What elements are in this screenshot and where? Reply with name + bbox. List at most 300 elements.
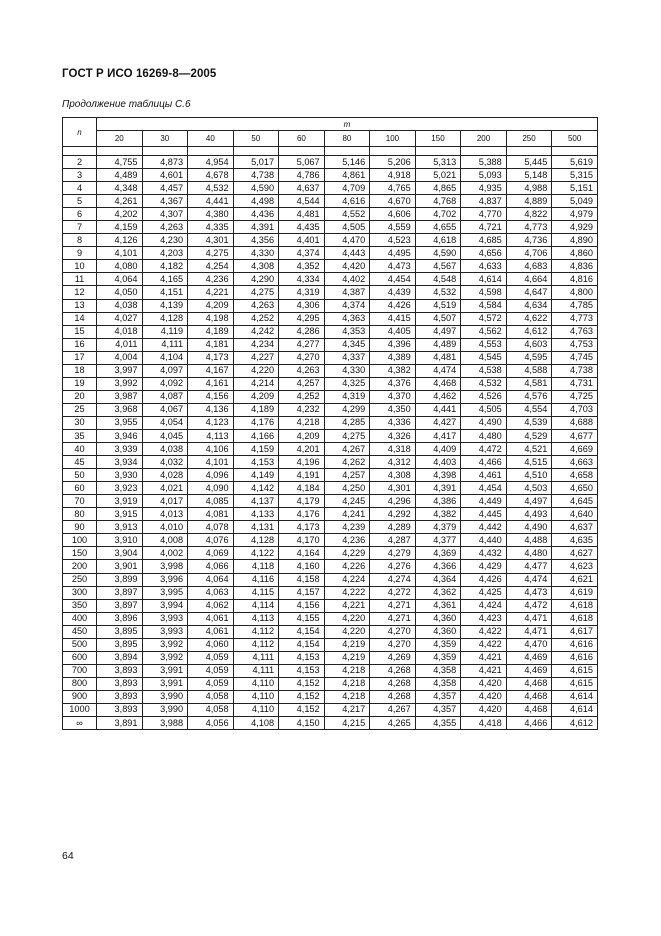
value-cell: 4,361 bbox=[415, 599, 461, 612]
value-cell: 3,899 bbox=[97, 573, 143, 586]
value-cell: 4,709 bbox=[324, 182, 370, 195]
value-cell: 4,181 bbox=[188, 338, 234, 351]
value-cell: 4,113 bbox=[188, 429, 234, 442]
value-cell: 4,218 bbox=[324, 690, 370, 703]
value-cell: 4,045 bbox=[142, 429, 188, 442]
value-cell: 4,523 bbox=[370, 234, 416, 247]
row-n-cell: 7 bbox=[63, 221, 97, 234]
value-cell: 4,391 bbox=[233, 221, 279, 234]
value-cell: 4,635 bbox=[552, 534, 598, 547]
row-variable-header: n bbox=[63, 118, 97, 147]
value-cell: 4,441 bbox=[188, 195, 234, 208]
table-row bbox=[63, 664, 598, 677]
value-cell: 4,816 bbox=[552, 273, 598, 286]
value-cell: 4,230 bbox=[142, 234, 188, 247]
value-cell: 3,893 bbox=[97, 703, 143, 716]
value-cell: 4,292 bbox=[370, 508, 416, 521]
value-cell: 4,286 bbox=[279, 325, 325, 338]
table-row bbox=[63, 416, 598, 429]
row-n-cell: 800 bbox=[63, 677, 97, 690]
row-n-cell: 2 bbox=[63, 156, 97, 169]
value-cell: 4,738 bbox=[233, 169, 279, 182]
table-row bbox=[63, 612, 598, 625]
value-cell: 3,913 bbox=[97, 521, 143, 534]
value-cell: 4,468 bbox=[506, 690, 552, 703]
value-cell: 4,532 bbox=[415, 286, 461, 299]
value-cell: 4,307 bbox=[142, 208, 188, 221]
table-row bbox=[63, 651, 598, 664]
value-cell: 5,146 bbox=[324, 156, 370, 169]
value-cell: 5,093 bbox=[461, 169, 507, 182]
value-cell: 4,271 bbox=[370, 612, 416, 625]
table-row bbox=[63, 677, 598, 690]
value-cell: 4,526 bbox=[461, 390, 507, 403]
value-cell: 4,461 bbox=[461, 469, 507, 482]
table-row bbox=[63, 195, 598, 208]
value-cell: 3,991 bbox=[142, 664, 188, 677]
value-cell: 5,017 bbox=[233, 156, 279, 169]
value-cell: 4,038 bbox=[142, 443, 188, 456]
column-header: 150 bbox=[415, 131, 461, 147]
value-cell: 3,968 bbox=[97, 403, 143, 416]
row-n-cell: 10 bbox=[63, 260, 97, 273]
value-cell: 4,159 bbox=[233, 443, 279, 456]
value-cell: 4,275 bbox=[233, 286, 279, 299]
row-n-cell: 200 bbox=[63, 560, 97, 573]
value-cell: 4,308 bbox=[233, 260, 279, 273]
row-n-cell: 100 bbox=[63, 534, 97, 547]
value-cell: 4,768 bbox=[415, 195, 461, 208]
table-row bbox=[63, 403, 598, 416]
value-cell: 4,420 bbox=[461, 677, 507, 690]
row-n-cell: 80 bbox=[63, 508, 97, 521]
value-cell: 4,063 bbox=[188, 586, 234, 599]
value-cell: 5,445 bbox=[506, 156, 552, 169]
spacer-cell bbox=[97, 147, 143, 156]
value-cell: 4,436 bbox=[233, 208, 279, 221]
value-cell: 4,505 bbox=[461, 403, 507, 416]
table-row bbox=[63, 560, 598, 573]
row-n-cell: 8 bbox=[63, 234, 97, 247]
value-cell: 4,481 bbox=[415, 351, 461, 364]
value-cell: 4,454 bbox=[461, 482, 507, 495]
value-cell: 4,402 bbox=[324, 273, 370, 286]
value-cell: 4,110 bbox=[233, 677, 279, 690]
value-cell: 4,432 bbox=[461, 547, 507, 560]
value-cell: 4,061 bbox=[188, 612, 234, 625]
value-cell: 4,219 bbox=[324, 638, 370, 651]
value-cell: 4,391 bbox=[415, 482, 461, 495]
value-cell: 4,374 bbox=[324, 299, 370, 312]
value-cell: 4,647 bbox=[506, 286, 552, 299]
value-cell: 4,319 bbox=[324, 390, 370, 403]
value-cell: 3,930 bbox=[97, 469, 143, 482]
value-cell: 4,081 bbox=[188, 508, 234, 521]
value-cell: 4,004 bbox=[97, 351, 143, 364]
value-cell: 4,301 bbox=[370, 482, 416, 495]
value-cell: 4,290 bbox=[233, 273, 279, 286]
value-cell: 4,420 bbox=[461, 703, 507, 716]
value-cell: 4,918 bbox=[370, 169, 416, 182]
table-caption: Продолжение таблицы С.6 bbox=[62, 99, 191, 110]
value-cell: 4,122 bbox=[233, 547, 279, 560]
value-cell: 4,725 bbox=[552, 390, 598, 403]
value-cell: 5,315 bbox=[552, 169, 598, 182]
value-cell: 4,473 bbox=[370, 260, 416, 273]
value-cell: 4,706 bbox=[506, 247, 552, 260]
value-cell: 4,785 bbox=[552, 299, 598, 312]
value-cell: 4,110 bbox=[233, 690, 279, 703]
value-cell: 3,910 bbox=[97, 534, 143, 547]
value-cell: 4,614 bbox=[461, 273, 507, 286]
value-cell: 3,893 bbox=[97, 690, 143, 703]
value-cell: 4,379 bbox=[415, 521, 461, 534]
value-cell: 4,477 bbox=[506, 560, 552, 573]
value-cell: 4,420 bbox=[461, 690, 507, 703]
value-cell: 4,481 bbox=[279, 208, 325, 221]
value-cell: 3,946 bbox=[97, 429, 143, 442]
value-cell: 4,318 bbox=[370, 443, 416, 456]
value-cell: 4,232 bbox=[279, 403, 325, 416]
row-n-cell: 250 bbox=[63, 573, 97, 586]
value-cell: 4,370 bbox=[370, 390, 416, 403]
value-cell: 4,398 bbox=[415, 469, 461, 482]
row-n-cell: 4 bbox=[63, 182, 97, 195]
table-row bbox=[63, 521, 598, 534]
table-row bbox=[63, 599, 598, 612]
value-cell: 4,170 bbox=[279, 534, 325, 547]
value-cell: 4,008 bbox=[142, 534, 188, 547]
value-cell: 4,650 bbox=[552, 482, 598, 495]
value-cell: 4,616 bbox=[324, 195, 370, 208]
value-cell: 4,493 bbox=[506, 508, 552, 521]
value-cell: 4,027 bbox=[97, 312, 143, 325]
value-cell: 4,702 bbox=[415, 208, 461, 221]
value-cell: 4,462 bbox=[415, 390, 461, 403]
value-cell: 4,519 bbox=[415, 299, 461, 312]
value-cell: 4,076 bbox=[188, 534, 234, 547]
value-cell: 4,056 bbox=[188, 717, 234, 730]
value-cell: 4,220 bbox=[324, 625, 370, 638]
table-row bbox=[63, 364, 598, 377]
value-cell: 4,252 bbox=[233, 312, 279, 325]
value-cell: 4,786 bbox=[279, 169, 325, 182]
table-row bbox=[63, 234, 598, 247]
value-cell: 4,633 bbox=[461, 260, 507, 273]
value-cell: 4,366 bbox=[415, 560, 461, 573]
value-cell: 5,148 bbox=[506, 169, 552, 182]
value-cell: 4,152 bbox=[279, 703, 325, 716]
value-cell: 3,895 bbox=[97, 638, 143, 651]
value-cell: 3,894 bbox=[97, 651, 143, 664]
value-cell: 4,179 bbox=[279, 495, 325, 508]
value-cell: 4,731 bbox=[552, 377, 598, 390]
value-cell: 3,995 bbox=[142, 586, 188, 599]
row-n-cell: 50 bbox=[63, 469, 97, 482]
value-cell: 3,993 bbox=[142, 612, 188, 625]
value-cell: 4,227 bbox=[233, 351, 279, 364]
value-cell: 4,059 bbox=[188, 651, 234, 664]
value-cell: 4,505 bbox=[324, 221, 370, 234]
value-cell: 4,159 bbox=[97, 221, 143, 234]
value-cell: 4,861 bbox=[324, 169, 370, 182]
table-row bbox=[63, 586, 598, 599]
value-cell: 4,738 bbox=[552, 364, 598, 377]
row-n-cell: 700 bbox=[63, 664, 97, 677]
value-cell: 4,276 bbox=[370, 560, 416, 573]
value-cell: 4,257 bbox=[279, 377, 325, 390]
value-cell: 4,439 bbox=[370, 286, 416, 299]
value-cell: 4,209 bbox=[233, 390, 279, 403]
row-n-cell: 5 bbox=[63, 195, 97, 208]
value-cell: 3,990 bbox=[142, 690, 188, 703]
value-cell: 4,489 bbox=[415, 338, 461, 351]
value-cell: 4,069 bbox=[188, 547, 234, 560]
value-cell: 5,151 bbox=[552, 182, 598, 195]
value-cell: 4,112 bbox=[233, 625, 279, 638]
value-cell: 4,002 bbox=[142, 547, 188, 560]
value-cell: 4,427 bbox=[415, 416, 461, 429]
value-cell: 4,115 bbox=[233, 586, 279, 599]
value-cell: 4,128 bbox=[142, 312, 188, 325]
value-cell: 4,250 bbox=[324, 482, 370, 495]
value-cell: 4,142 bbox=[233, 482, 279, 495]
value-cell: 4,552 bbox=[324, 208, 370, 221]
value-cell: 4,275 bbox=[188, 247, 234, 260]
value-cell: 4,377 bbox=[415, 534, 461, 547]
value-cell: 4,837 bbox=[461, 195, 507, 208]
table-row bbox=[63, 547, 598, 560]
value-cell: 4,267 bbox=[324, 443, 370, 456]
value-cell: 4,619 bbox=[552, 586, 598, 599]
table-row bbox=[63, 625, 598, 638]
row-n-cell: 19 bbox=[63, 377, 97, 390]
value-cell: 4,151 bbox=[142, 286, 188, 299]
value-cell: 4,822 bbox=[506, 208, 552, 221]
value-cell: 4,440 bbox=[461, 534, 507, 547]
table-row bbox=[63, 534, 598, 547]
value-cell: 4,038 bbox=[97, 299, 143, 312]
value-cell: 4,154 bbox=[279, 625, 325, 638]
value-cell: 4,184 bbox=[279, 482, 325, 495]
value-cell: 3,994 bbox=[142, 599, 188, 612]
value-cell: 4,472 bbox=[506, 599, 552, 612]
table-row bbox=[63, 469, 598, 482]
value-cell: 4,703 bbox=[552, 403, 598, 416]
value-cell: 4,011 bbox=[97, 338, 143, 351]
value-cell: 4,059 bbox=[188, 677, 234, 690]
value-cell: 4,860 bbox=[552, 247, 598, 260]
value-cell: 4,367 bbox=[142, 195, 188, 208]
value-cell: 4,612 bbox=[552, 717, 598, 730]
column-header: 100 bbox=[370, 131, 416, 147]
value-cell: 4,111 bbox=[233, 651, 279, 664]
value-cell: 4,270 bbox=[370, 638, 416, 651]
value-cell: 4,270 bbox=[279, 351, 325, 364]
table-row bbox=[63, 377, 598, 390]
value-cell: 4,471 bbox=[506, 625, 552, 638]
value-cell: 4,218 bbox=[324, 664, 370, 677]
table-row bbox=[63, 156, 598, 169]
value-cell: 4,480 bbox=[461, 429, 507, 442]
value-cell: 4,655 bbox=[415, 221, 461, 234]
value-cell: 4,544 bbox=[279, 195, 325, 208]
value-cell: 4,470 bbox=[324, 234, 370, 247]
table-row bbox=[63, 325, 598, 338]
value-cell: 4,627 bbox=[552, 547, 598, 560]
value-cell: 4,152 bbox=[279, 690, 325, 703]
value-cell: 4,468 bbox=[506, 703, 552, 716]
value-cell: 4,474 bbox=[415, 364, 461, 377]
table-row bbox=[63, 482, 598, 495]
value-cell: 4,538 bbox=[461, 364, 507, 377]
value-cell: 4,058 bbox=[188, 690, 234, 703]
table-row bbox=[63, 638, 598, 651]
value-cell: 4,176 bbox=[279, 508, 325, 521]
value-cell: 4,357 bbox=[415, 690, 461, 703]
row-n-cell: 350 bbox=[63, 599, 97, 612]
table-row bbox=[63, 169, 598, 182]
standard-title: ГОСТ Р ИСО 16269-8—2005 bbox=[62, 68, 217, 80]
value-cell: 4,363 bbox=[324, 312, 370, 325]
value-cell: 4,469 bbox=[506, 651, 552, 664]
value-cell: 4,376 bbox=[370, 377, 416, 390]
value-cell: 4,119 bbox=[142, 325, 188, 338]
value-cell: 4,559 bbox=[370, 221, 416, 234]
table-row bbox=[63, 247, 598, 260]
table-row bbox=[63, 221, 598, 234]
value-cell: 4,066 bbox=[188, 560, 234, 573]
value-cell: 4,189 bbox=[233, 403, 279, 416]
value-cell: 3,934 bbox=[97, 456, 143, 469]
value-cell: 3,996 bbox=[142, 573, 188, 586]
value-cell: 3,896 bbox=[97, 612, 143, 625]
table-row bbox=[63, 573, 598, 586]
value-cell: 3,991 bbox=[142, 677, 188, 690]
value-cell: 4,270 bbox=[370, 625, 416, 638]
value-cell: 4,164 bbox=[279, 547, 325, 560]
spacer-cell bbox=[461, 147, 507, 156]
value-cell: 4,429 bbox=[461, 560, 507, 573]
value-cell: 4,220 bbox=[324, 612, 370, 625]
value-cell: 4,362 bbox=[415, 586, 461, 599]
value-cell: 4,418 bbox=[461, 717, 507, 730]
value-cell: 4,745 bbox=[552, 351, 598, 364]
value-cell: 4,618 bbox=[552, 599, 598, 612]
value-cell: 4,755 bbox=[97, 156, 143, 169]
value-cell: 3,901 bbox=[97, 560, 143, 573]
value-cell: 4,836 bbox=[552, 260, 598, 273]
value-cell: 4,497 bbox=[506, 495, 552, 508]
value-cell: 4,355 bbox=[415, 717, 461, 730]
value-cell: 4,295 bbox=[279, 312, 325, 325]
value-cell: 4,010 bbox=[142, 521, 188, 534]
value-cell: 4,196 bbox=[279, 456, 325, 469]
value-cell: 4,683 bbox=[506, 260, 552, 273]
value-cell: 3,993 bbox=[142, 625, 188, 638]
spacer-cell bbox=[233, 147, 279, 156]
value-cell: 4,532 bbox=[461, 377, 507, 390]
table-row bbox=[63, 717, 598, 730]
value-cell: 3,997 bbox=[97, 364, 143, 377]
row-n-cell: 70 bbox=[63, 495, 97, 508]
value-cell: 4,590 bbox=[233, 182, 279, 195]
value-cell: 4,226 bbox=[324, 560, 370, 573]
table-row bbox=[63, 312, 598, 325]
value-cell: 4,472 bbox=[461, 443, 507, 456]
value-cell: 4,618 bbox=[415, 234, 461, 247]
row-n-cell: 12 bbox=[63, 286, 97, 299]
value-cell: 4,152 bbox=[279, 677, 325, 690]
value-cell: 4,345 bbox=[324, 338, 370, 351]
value-cell: 4,018 bbox=[97, 325, 143, 338]
value-cell: 4,173 bbox=[279, 521, 325, 534]
value-cell: 4,350 bbox=[370, 403, 416, 416]
row-n-cell: 17 bbox=[63, 351, 97, 364]
value-cell: 5,067 bbox=[279, 156, 325, 169]
value-cell: 4,425 bbox=[461, 586, 507, 599]
table-row bbox=[63, 703, 598, 716]
value-cell: 4,380 bbox=[188, 208, 234, 221]
row-n-cell: 16 bbox=[63, 338, 97, 351]
value-cell: 4,474 bbox=[506, 573, 552, 586]
value-cell: 4,149 bbox=[233, 469, 279, 482]
value-cell: 4,267 bbox=[370, 703, 416, 716]
value-cell: 4,532 bbox=[188, 182, 234, 195]
row-n-cell: 60 bbox=[63, 482, 97, 495]
value-cell: 4,468 bbox=[506, 677, 552, 690]
column-header: 30 bbox=[142, 131, 188, 147]
value-cell: 4,085 bbox=[188, 495, 234, 508]
value-cell: 4,554 bbox=[506, 403, 552, 416]
value-cell: 3,915 bbox=[97, 508, 143, 521]
value-cell: 4,060 bbox=[188, 638, 234, 651]
value-cell: 4,128 bbox=[233, 534, 279, 547]
value-cell: 5,206 bbox=[370, 156, 416, 169]
value-cell: 4,287 bbox=[370, 534, 416, 547]
value-cell: 4,773 bbox=[552, 312, 598, 325]
value-cell: 4,449 bbox=[461, 495, 507, 508]
value-cell: 4,118 bbox=[233, 560, 279, 573]
value-cell: 4,539 bbox=[506, 416, 552, 429]
value-cell: 3,992 bbox=[97, 377, 143, 390]
value-cell: 4,374 bbox=[279, 247, 325, 260]
value-cell: 3,955 bbox=[97, 416, 143, 429]
row-n-cell: 500 bbox=[63, 638, 97, 651]
value-cell: 4,153 bbox=[279, 664, 325, 677]
row-n-cell: 40 bbox=[63, 443, 97, 456]
value-cell: 4,268 bbox=[370, 690, 416, 703]
value-cell: 4,457 bbox=[142, 182, 188, 195]
value-cell: 4,150 bbox=[279, 717, 325, 730]
value-cell: 4,155 bbox=[279, 612, 325, 625]
value-cell: 4,234 bbox=[233, 338, 279, 351]
value-cell: 4,614 bbox=[552, 703, 598, 716]
spacer-cell bbox=[324, 147, 370, 156]
table-row bbox=[63, 299, 598, 312]
spacer-cell bbox=[370, 147, 416, 156]
value-cell: 4,153 bbox=[233, 456, 279, 469]
value-cell: 4,773 bbox=[506, 221, 552, 234]
spacer-cell bbox=[552, 147, 598, 156]
value-cell: 4,603 bbox=[506, 338, 552, 351]
value-cell: 4,736 bbox=[506, 234, 552, 247]
value-cell: 4,356 bbox=[233, 234, 279, 247]
value-cell: 4,548 bbox=[415, 273, 461, 286]
value-cell: 4,262 bbox=[324, 456, 370, 469]
value-cell: 4,126 bbox=[97, 234, 143, 247]
value-cell: 4,588 bbox=[506, 364, 552, 377]
